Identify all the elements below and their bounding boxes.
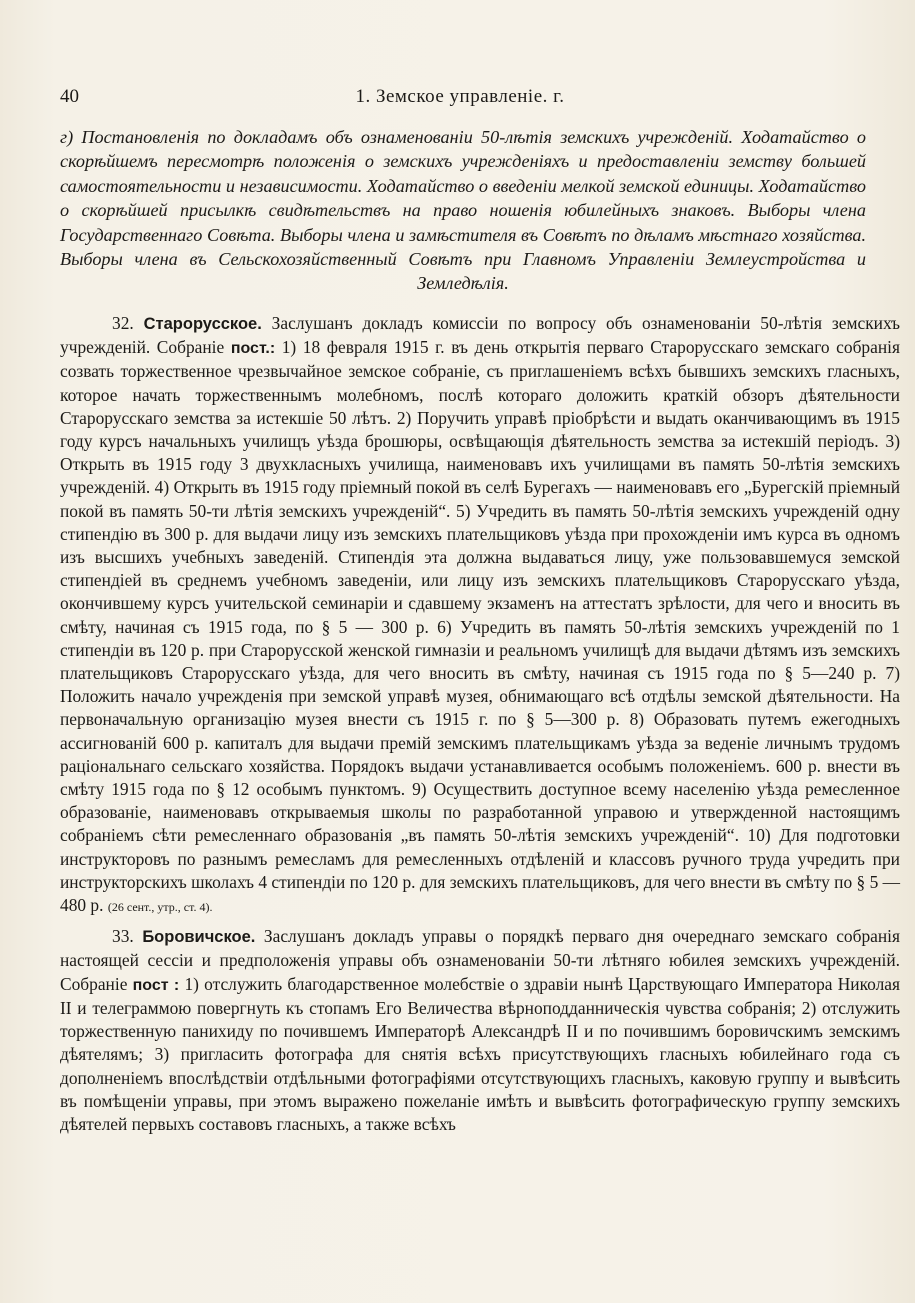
section-text: 1) 18 февраля 1915 г. въ день открытія перваго Старорусскаго земскаго собранія созвать торжественное чрезвычайное земское собраніе, съ приглашеніемъ всѣхъ бывшихъ земскихъ гласныхъ, которое начать торжественнымъ молебномъ, послѣ котораго доложить краткій обзоръ дѣятельности Старорусскаго земства за истекшіе 50 лѣтъ. 2) Поручить управѣ пріобрѣсти и выдать оканчивающимъ въ 1915 году курсъ начальныхъ училищъ уѣзда брошюры, освѣщающія дѣятельность земства за истекшій періодъ. 3) Открыть въ 1915 году 3 двухкласныхъ училища, наименовавъ ихъ училищами въ память 50-лѣтія земскихъ учрежденій. 4) Открыть въ 1915 году пріемный покой въ селѣ Бурегахъ — наименовавъ его „Бурегскій пріемный покой въ память 50-ти лѣтія земскихъ учрежденій“. 5) Учредить въ память 50-лѣтія земскихъ учрежденій одну стипендію въ 300 р. для выдачи лицу изъ земскихъ плательщиковъ уѣзда при прохожденіи имъ курса въ одномъ изъ высшихъ учебныхъ заведеній. Стипендія эта должна выдаваться лицу, уже пользовавшемуся земской стипендіей въ среднемъ учебномъ заведеніи, или лицу изъ земскихъ плательщиковъ Старорусскаго уѣзда, окончившему курсъ учительской семинаріи и сдавшему экзаменъ на аттестатъ зрѣлости, для чего и вносить въ смѣту, начиная съ 1915 года, по § 5 — 300 р. 6) Учредить въ память 50-лѣтія земскихъ учрежденій по 1 стипендіи въ 120 р. при Старорусской женской гимназіи и реальномъ училищѣ для выдачи дѣтямъ изъ земскихъ плательщиковъ Старорусскаго уѣзда, для чего вносить въ смѣту, начиная съ 1915 года по § 5—240 р. 7) Положить начало учрежденія при земской управѣ музея, обнимающаго всѣ отдѣлы земской дѣятельности. На первоначальную организацію музея внести съ 1915 г. по § 5—300 р. 8) Образовать путемъ ежегодныхъ ассигнованій 600 р. капиталъ для выдачи премій земскимъ плательщикамъ уѣзда за веденіе личнымъ трудомъ раціональнаго сельскаго хозяйства. Порядокъ выдачи устанавливается особымъ положеніемъ. 600 р. внести въ смѣту 1915 года по § 12 особымъ пунктомъ. 9) Осуществить доступное всему населенію уѣзда ремесленное образованіе, наименовавъ открываемыя школы по разработанной управою и утвержденной настоящимъ собраніемъ сѣти ремесленнаго образованія „въ память 50-лѣтія земскихъ учрежденій“. 10) Для подготовки инструкторовъ по разнымъ ремесламъ для ремесленныхъ отдѣленій и классовъ ручного труда учредить при инструкторскихъ школахъ 4 стипендіи по 120 р. для земскихъ плательщиковъ, для чего внести въ смѣту по § 5 — 480 р. [60, 337, 901, 916]
section-number: 32. [112, 313, 134, 333]
section-intro: Заслушанъ докладъ комиссіи по вопросу объ ознаменованіи 50-лѣтія земскихъ учрежденій. Собраніе [60, 313, 900, 358]
paragraph-borovichskoe [60, 925, 900, 1136]
page-number: 40 [60, 86, 79, 107]
italic-section-heading: г) Постановленія по докладамъ объ ознаменованіи 50-лѣтія земскихъ учрежденій. Ходатайство о скорѣйшемъ пересмотрѣ положенія о земскихъ учрежденіяхъ и предоставленіи земству большей самостоятельности и независимости. Ходатайство о введеніи мелкой земской единицы. Ходатайство о скорѣйшей присылкѣ свидѣтельствъ на право ношенія юбилейныхъ знаковъ. Выборы члена Государственнаго Совѣта. Выборы члена и замѣстителя въ Совѣтъ по дѣламъ мѣстнаго хозяйства. Выборы члена въ Сельскохозяйственный Совѣтъ при Главномъ Управленіи Землеустройства и Земледѣлія. [60, 127, 866, 294]
body-text [60, 312, 900, 1138]
session-reference: (26 сент., утр., ст. 4). [107, 900, 213, 915]
section-intro: Заслушанъ докладъ управы о порядкѣ перваго дня очереднаго земскаго собранія настоящей сессіи и предположенія управы объ ознаменованіи 50-ти лѣтняго юбилея земскихъ учрежденій. Собраніе [60, 926, 901, 994]
section-text: 1) отслужить благодарственное молебствіе о здравіи нынѣ Царствующаго Императора Николая II и телеграммою повергнуть къ стопамъ Его Величества вѣрноподданническія чувства собранія; 2) отслужить торжественную панихиду по почившемъ Императорѣ Александрѣ II и по почившимъ боровичскимъ земскимъ дѣятелямъ; 3) пригласить фотографа для снятія всѣхъ присутствующихъ гласныхъ юбилейнаго года съ дополненіемъ впослѣдствіи отдѣльными фотографіями отсутствующихъ гласныхъ, каковую группу и вывѣсить въ помѣщеніи управы, при этомъ выражено пожеланіе имѣть и вывѣсить фотографическую группу земскихъ дѣятелей первыхъ составовъ гласныхъ, а также всѣхъ [60, 973, 901, 1134]
section-name: Боровичское. [142, 928, 256, 947]
resolution-marker: пост.: [230, 340, 276, 358]
paragraph-starorusskoe [60, 312, 900, 919]
page-header [60, 86, 860, 112]
section-number: 33. [112, 926, 134, 947]
running-title: 1. Земское управленіе. г. [355, 86, 565, 107]
resolution-marker: пост : [132, 976, 180, 994]
section-name: Старорусское. [143, 315, 262, 333]
